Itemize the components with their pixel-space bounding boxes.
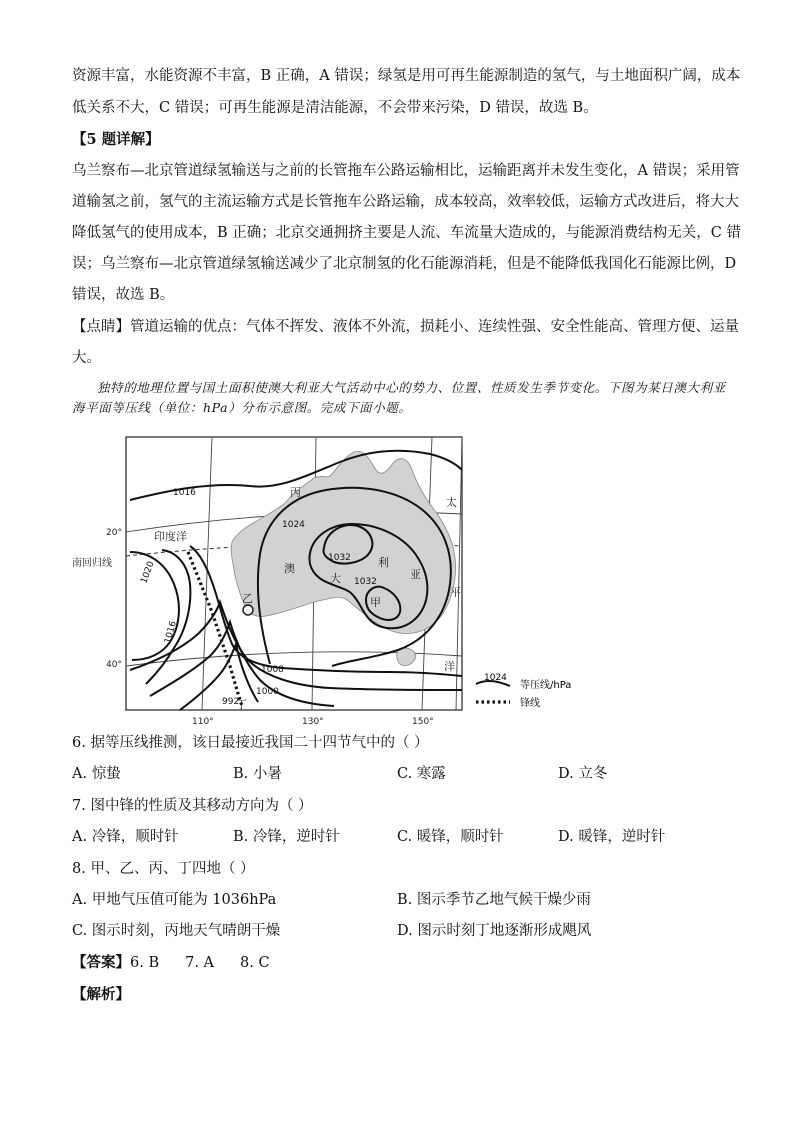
place-ya: 亚 [410,568,421,581]
text-line: 错误，故选 B。 [72,287,175,303]
place-indian-ocean: 印度洋 [154,530,187,543]
lon-label: 110° [192,717,214,727]
text-line: 降低氢气的使用成本，B 正确；北京交通拥挤主要是人流、车流量大造成的，与能源消费结构无关，C 错 [72,225,741,241]
text-line: 误；乌兰察布—北京管道绿氢输送减少了北京制氢的化石能源消耗，但是不能降低我国化石能源比例，D [72,256,737,272]
isobar-label: 1000 [256,687,279,697]
pressure-map-figure [70,434,610,730]
place-yi: 乙 [242,592,253,605]
text-line: 乌兰察布—北京管道绿氢输送与之前的长管拖车公路运输相比，运输距离并未发生变化，A 错误；采用管 [72,163,740,179]
q7-option-a[interactable]: A. 冷锋，顺时针 [72,829,179,845]
q7-option-b[interactable]: B. 冷锋，逆时针 [233,829,340,845]
q6-option-b[interactable]: B. 小暑 [233,766,282,782]
answer-label: 【答案】 [72,954,130,971]
text-line: 资源丰富，水能资源不丰富，B 正确，A 错误；绿氢是用可再生能源制造的氢气，与土地面积广阔，成本 [72,68,741,84]
q7-option-d[interactable]: D. 暖锋，逆时针 [558,829,666,845]
lon-label: 150° [412,717,434,727]
isobar-label: 1032 [328,553,351,563]
place-tai: 太 [446,496,457,509]
question-7-stem: 7. 图中锋的性质及其移动方向为（ ） [72,798,313,814]
legend-front-label: 锋线 [520,698,540,709]
answer-row [72,953,270,973]
text-line: 大。 [72,350,101,366]
dianjing-line: 【点睛】管道运输的优点：气体不挥发、液体不外流，损耗小、连续性强、安全性能高、管理方便、运量 [72,319,739,335]
isobar-label: 1016 [173,488,196,498]
place-ping: 平 [450,586,461,599]
answer-item: 8. C [240,955,270,971]
isobar-label: 1016 [163,620,179,645]
q6-option-d[interactable]: D. 立冬 [558,766,608,782]
question-6-stem: 6. 据等压线推测，该日最接近我国二十四节气中的（ ） [72,735,429,751]
isobar-label: 1020 [139,560,157,586]
place-yi-marker [243,605,253,615]
answer-item: 7. A [185,955,215,971]
answer-item: 6. B [130,955,160,971]
place-jia: 甲 [370,596,381,609]
isobar-label: 992 [222,697,240,707]
tropic-label: 南回归线 [72,558,112,569]
place-ding: 丁 [236,698,247,711]
question-intro: 独特的地理位置与国土面积使澳大利亚大气活动中心的势力、位置、性质发生季节变化。下图为某日澳大利亚海平面等压线（单位：hPa）分布示意图。完成下面小题。 [72,380,726,415]
legend-isobar-label: 等压线/hPa [520,680,572,691]
place-ao: 澳 [284,562,295,575]
q8-option-a[interactable]: A. 甲地气压值可能为 1036hPa [72,892,277,908]
lat-label: 20° [106,528,122,538]
q8-option-b[interactable]: B. 图示季节乙地气候干燥少雨 [397,892,591,908]
q8-option-c[interactable]: C. 图示时刻，丙地天气晴朗干燥 [72,923,281,939]
text-line: 低关系不大，C 错误；可再生能源是清洁能源，不会带来污染，D 错误，故选 B。 [72,100,598,116]
legend-isobar-sample: 1024 [484,673,507,683]
isobar-label: 1008 [261,665,284,675]
place-yang: 洋 [444,660,455,673]
map-legend [476,673,571,709]
isobar-label: 1024 [282,520,305,530]
text-line: 道输氢之前，氢气的主流运输方式是长管拖车公路运输，成本较高，效率较低，运输方式改进后，将大大 [72,194,739,210]
q6-option-a[interactable]: A. 惊蛰 [72,766,121,782]
q6-option-c[interactable]: C. 寒露 [397,766,446,782]
isobar-label: 1032 [354,577,377,587]
lon-label: 130° [302,717,324,727]
question-8-stem: 8. 甲、乙、丙、丁四地（ ） [72,861,255,877]
q8-option-d[interactable]: D. 图示时刻丁地逐渐形成飓风 [397,923,592,939]
lat-label: 40° [106,660,122,670]
q7-option-c[interactable]: C. 暖锋，顺时针 [397,829,504,845]
place-bing: 丙 [290,486,301,499]
analysis-heading: 【解析】 [72,986,130,1003]
section-heading-q5: 【5 题详解】 [72,131,160,148]
place-da: 大 [330,572,341,585]
place-li: 利 [378,556,389,569]
